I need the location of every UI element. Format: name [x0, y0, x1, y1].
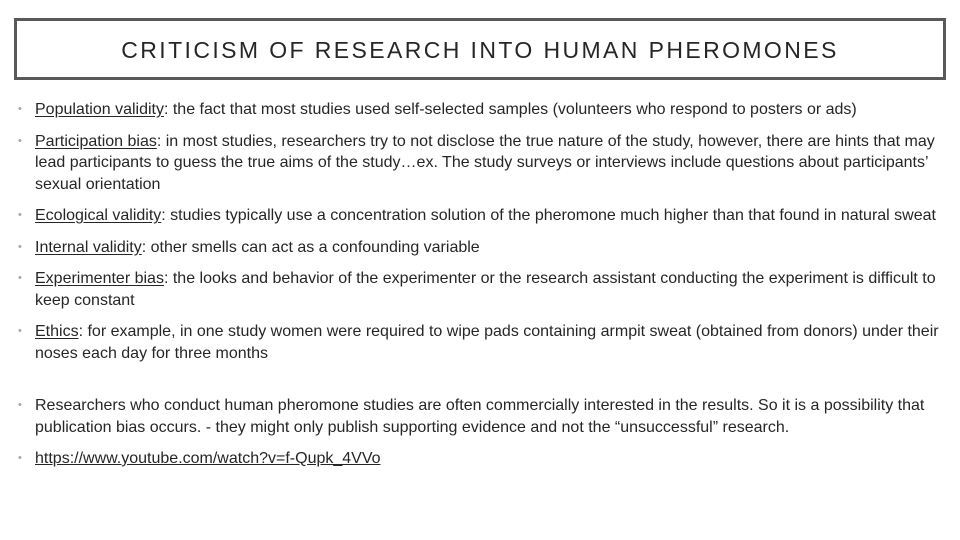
bullet-dot-icon: •: [18, 134, 22, 147]
bullet-dot-icon: •: [18, 272, 22, 284]
bullet-text: : in most studies, researchers try to not disclose the true nature of the study, however, there are hints that may lead participants to guess the true aims of the study…ex. The study surveys or interviews include questions about participants’ sexual orientation: [35, 132, 935, 193]
bullet-list: [18, 99, 946, 480]
bullet-participation-bias: [18, 131, 946, 196]
bullet-text: Researchers who conduct human pheromone studies are often commercially interested in the results. So it is a possibility that publication bias occurs. - they might only publish supporting evidence and not the “unsuccessful” research.: [35, 397, 925, 436]
bullet-text: : the fact that most studies used self-selected samples (volunteers who respond to posters or ads): [163, 101, 857, 118]
bullet-dot-icon: •: [18, 103, 22, 115]
term-internal-validity: Internal validity: [35, 238, 142, 256]
bullet-dot-icon: •: [18, 452, 22, 464]
bullet-video-link: [18, 448, 946, 470]
bullet-population-validity: [18, 99, 946, 121]
bullet-internal-validity: [18, 237, 946, 259]
bullet-ecological-validity: [18, 205, 946, 227]
term-ethics: Ethics: [35, 323, 79, 340]
bullet-publication-bias: [18, 395, 946, 438]
bullet-text: : the looks and behavior of the experimenter or the research assistant conducting the experiment is difficult to keep constant: [35, 270, 936, 309]
title-frame: [14, 18, 946, 80]
term-participation-bias: Participation bias: [35, 132, 157, 150]
bullet-text: : for example, in one study women were required to wipe pads containing armpit sweat (obtained from donors) under their noses each day for three months: [35, 323, 939, 362]
term-ecological-validity: Ecological validity: [35, 207, 162, 224]
bullet-dot-icon: •: [18, 240, 22, 253]
bullet-text: : other smells can act as a confounding variable: [141, 238, 480, 256]
term-experimenter-bias: Experimenter bias: [35, 270, 164, 287]
term-population-validity: Population validity: [35, 101, 164, 118]
bullet-dot-icon: •: [18, 209, 22, 221]
bullet-text: : studies typically use a concentration solution of the pheromone much higher than that found in natural sweat: [161, 207, 936, 224]
bullet-dot-icon: •: [18, 325, 22, 337]
slide-title: CRITICISM OF RESEARCH INTO HUMAN PHEROMONES: [121, 36, 839, 63]
bullet-dot-icon: •: [18, 399, 22, 411]
video-link[interactable]: https://www.youtube.com/watch?v=f-Qupk_4VVo: [35, 450, 381, 467]
bullet-experimenter-bias: [18, 268, 946, 311]
bullet-ethics: [18, 321, 946, 364]
